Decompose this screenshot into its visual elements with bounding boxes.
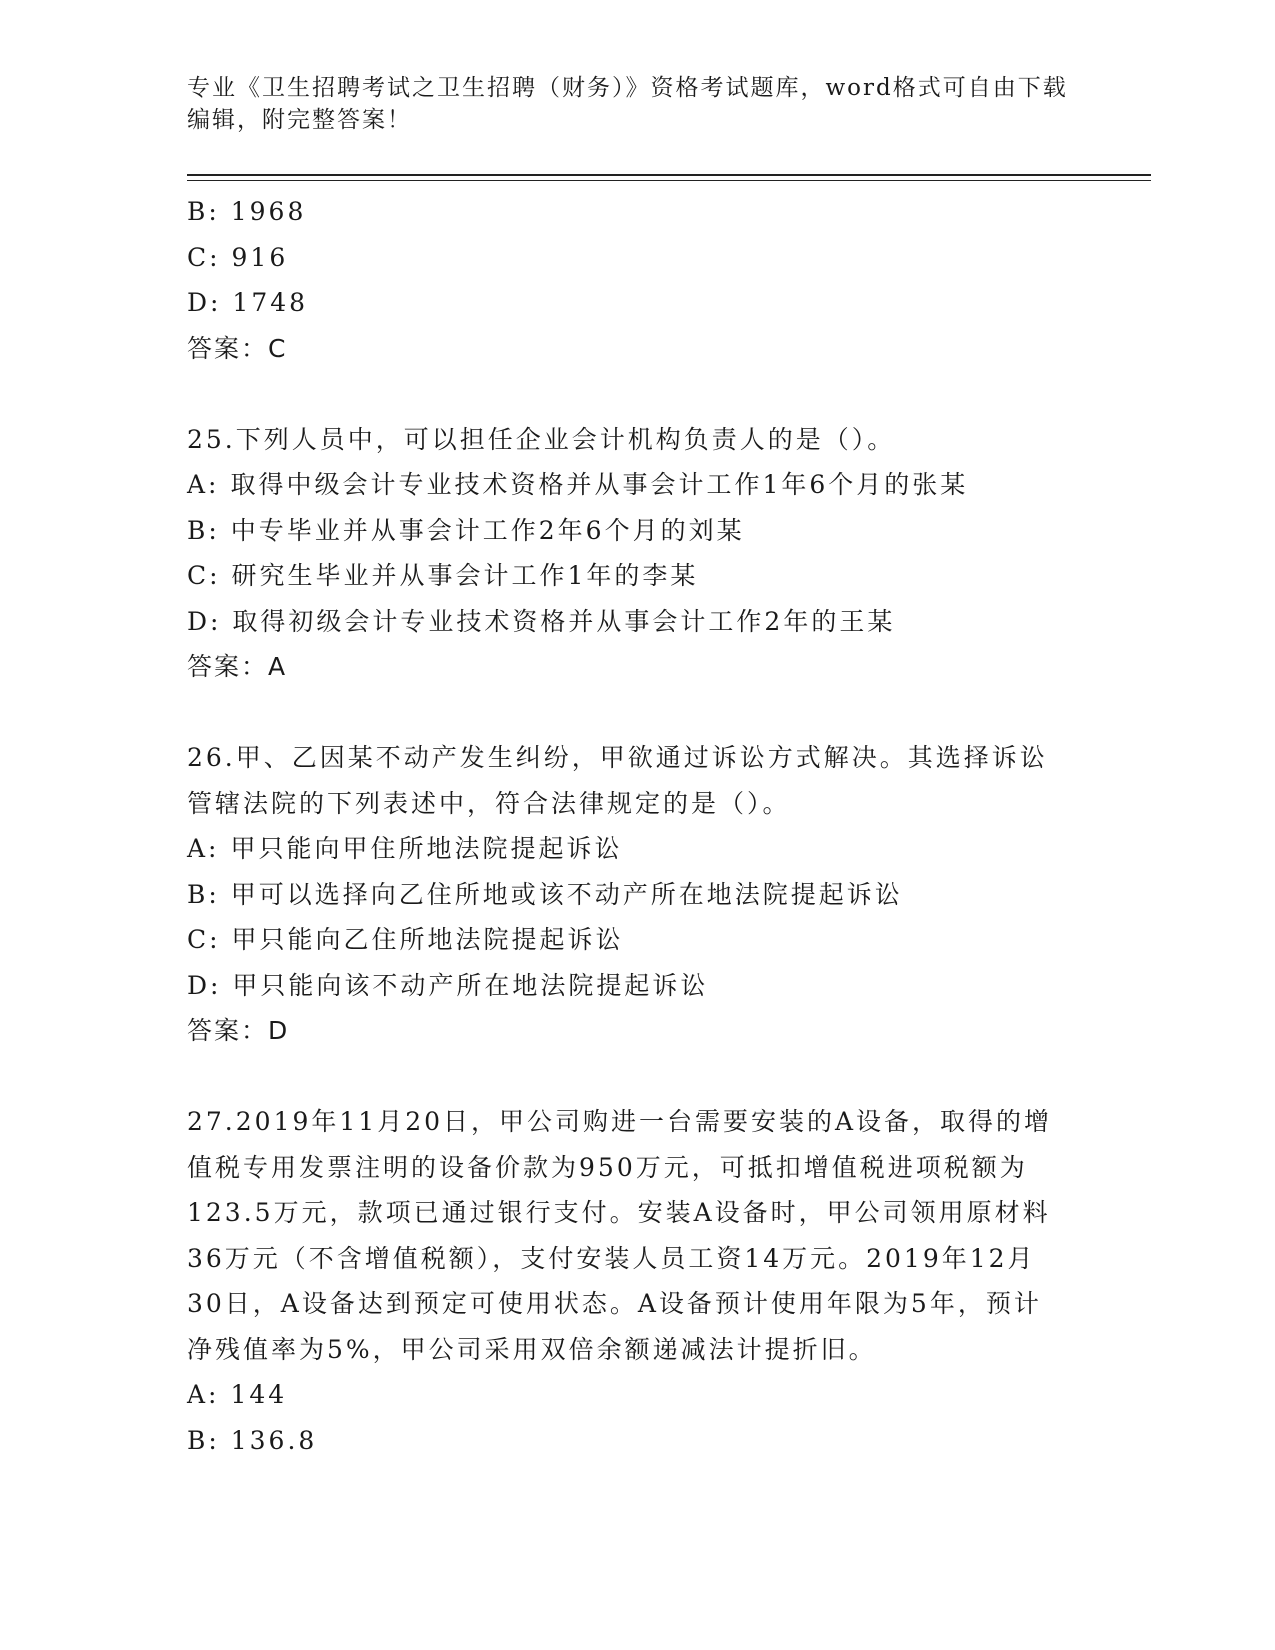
option-label: B: bbox=[187, 1425, 220, 1455]
option-label: D: bbox=[187, 288, 222, 317]
stem-line: 123.5万元，款项已通过银行支付。安装A设备时，甲公司领用原材料 bbox=[187, 1198, 1051, 1227]
option-a bbox=[187, 462, 1087, 508]
header-line-2: 编辑，附完整答案！ bbox=[187, 107, 412, 133]
header-divider-thick bbox=[187, 174, 1151, 176]
option-c bbox=[187, 235, 1087, 281]
stem-line: 值税专用发票注明的设备价款为950万元，可抵扣增值税进项税额为 bbox=[187, 1152, 1028, 1182]
spacer bbox=[187, 371, 1087, 417]
option-b bbox=[187, 1418, 1087, 1464]
option-b bbox=[187, 872, 1087, 918]
option-text: 中专毕业并从事会计工作2年6个月的刘某 bbox=[230, 515, 745, 545]
option-label: A: bbox=[187, 470, 220, 499]
stem-line: 管辖法院的下列表述中，符合法律规定的是（）。 bbox=[187, 788, 791, 818]
answer-line: 答案：D bbox=[187, 1016, 290, 1045]
question-stem bbox=[187, 735, 1087, 826]
option-d bbox=[187, 599, 1087, 645]
option-label: C: bbox=[187, 561, 221, 590]
option-label: A: bbox=[187, 834, 220, 863]
document-header bbox=[187, 72, 1087, 136]
option-label: B: bbox=[187, 879, 220, 909]
stem-line: 30日，A设备达到预定可使用状态。A设备预计使用年限为5年，预计 bbox=[187, 1289, 1042, 1318]
option-b bbox=[187, 189, 1087, 235]
header-line-1: 专业《卫生招聘考试之卫生招聘（财务）》资格考试题库，word格式可自由下载 bbox=[187, 75, 1068, 101]
stem-line: 净残值率为5%，甲公司采用双倍余额递减法计提折旧。 bbox=[187, 1334, 877, 1364]
answer-line: 答案：A bbox=[187, 652, 288, 681]
option-text: 甲可以选择向乙住所地或该不动产所在地法院提起诉讼 bbox=[230, 879, 903, 909]
spacer bbox=[187, 1054, 1087, 1100]
option-text: 136.8 bbox=[230, 1425, 318, 1455]
option-label: D: bbox=[187, 970, 222, 1000]
option-text: 916 bbox=[231, 242, 289, 272]
stem-line: 25.下列人员中，可以担任企业会计机构负责人的是（）。 bbox=[187, 424, 896, 454]
option-b bbox=[187, 508, 1087, 554]
option-d bbox=[187, 963, 1087, 1009]
option-label: B: bbox=[187, 197, 220, 226]
question-block-24 bbox=[187, 189, 1087, 371]
header-divider-thin bbox=[187, 180, 1151, 181]
question-list bbox=[187, 189, 1087, 1463]
stem-line: 36万元（不含增值税额），支付安装人员工资14万元。2019年12月 bbox=[187, 1243, 1036, 1273]
question-stem bbox=[187, 1099, 1087, 1372]
option-label: C: bbox=[187, 242, 221, 272]
option-a bbox=[187, 1372, 1087, 1418]
option-text: 研究生毕业并从事会计工作1年的李某 bbox=[231, 561, 699, 590]
option-text: 甲只能向乙住所地法院提起诉讼 bbox=[231, 925, 624, 954]
answer-line: 答案：C bbox=[187, 333, 288, 363]
stem-line: 27.2019年11月20日，甲公司购进一台需要安装的A设备，取得的增 bbox=[187, 1107, 1053, 1136]
option-d bbox=[187, 280, 1087, 326]
option-text: 取得初级会计专业技术资格并从事会计工作2年的王某 bbox=[232, 606, 896, 636]
option-text: 1748 bbox=[232, 288, 309, 317]
question-block-25 bbox=[187, 417, 1087, 690]
option-c bbox=[187, 917, 1087, 963]
option-label: A: bbox=[187, 1380, 220, 1409]
question-stem bbox=[187, 417, 1087, 463]
option-label: B: bbox=[187, 515, 220, 545]
option-text: 1968 bbox=[230, 197, 307, 226]
option-c bbox=[187, 553, 1087, 599]
option-text: 甲只能向该不动产所在地法院提起诉讼 bbox=[232, 970, 709, 1000]
option-label: D: bbox=[187, 606, 222, 636]
question-block-27 bbox=[187, 1099, 1087, 1463]
option-text: 144 bbox=[230, 1380, 288, 1409]
option-label: C: bbox=[187, 925, 221, 954]
stem-line: 26.甲、乙因某不动产发生纠纷，甲欲通过诉讼方式解决。其选择诉讼 bbox=[187, 743, 1048, 772]
spacer bbox=[187, 690, 1087, 736]
option-a bbox=[187, 826, 1087, 872]
option-text: 取得中级会计专业技术资格并从事会计工作1年6个月的张某 bbox=[230, 470, 969, 499]
question-block-26 bbox=[187, 735, 1087, 1054]
option-text: 甲只能向甲住所地法院提起诉讼 bbox=[230, 834, 623, 863]
